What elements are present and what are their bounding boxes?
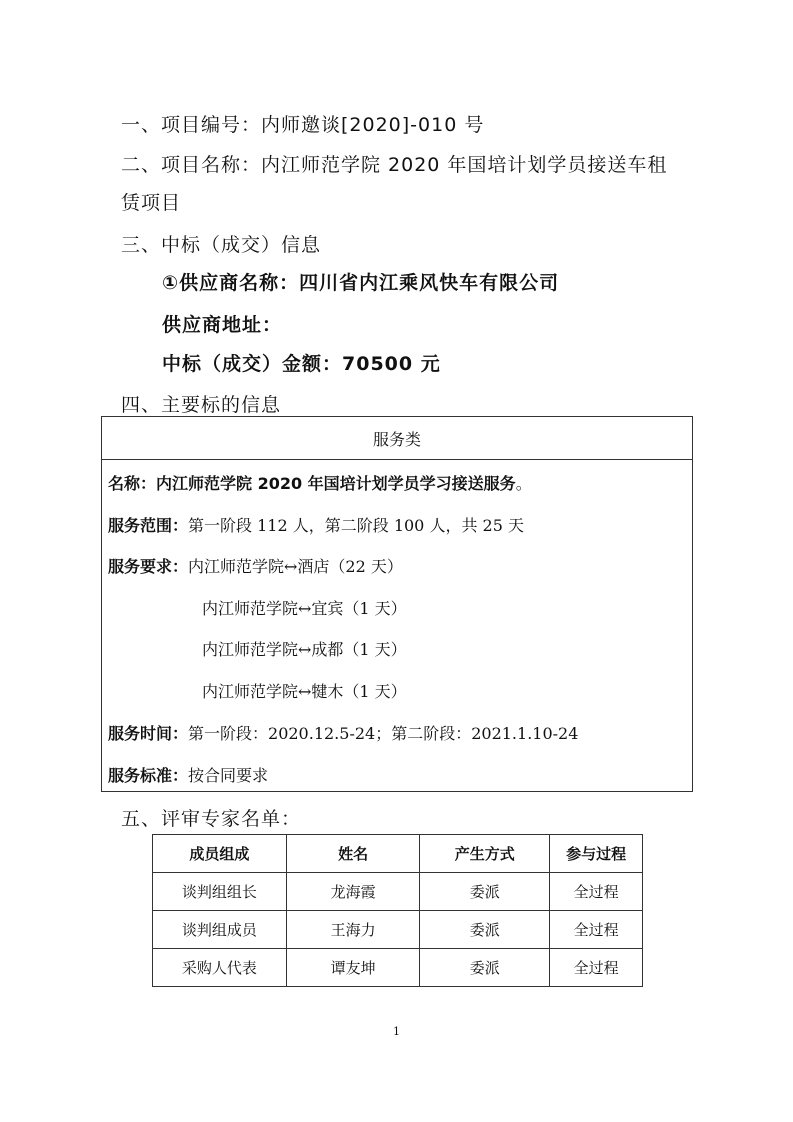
table-cell: 采购人代表 [153, 949, 287, 987]
award-info-heading: 三、中标（成交）信息 [121, 234, 322, 256]
service-standard-row [108, 763, 268, 786]
service-info-box [101, 416, 693, 792]
service-standard-value: 按合同要求 [188, 766, 269, 785]
service-req-label: 服务要求： [108, 557, 189, 576]
service-req-item: 内江师范学院↔酒店（22 天） [188, 557, 403, 576]
col-header: 姓名 [286, 835, 420, 873]
service-scope-value: 第一阶段 112 人，第二阶段 100 人，共 25 天 [188, 516, 524, 535]
service-req-item: 内江师范学院↔宜宾（1 天） [202, 599, 407, 618]
table-cell: 谈判组成员 [153, 911, 287, 949]
table-cell: 委派 [420, 873, 550, 911]
table-row [153, 873, 643, 911]
service-scope-label: 服务范围： [108, 516, 189, 535]
page-number: 1 [393, 1025, 400, 1038]
supplier-name: ①供应商名称：四川省内江乘风快车有限公司 [162, 272, 560, 294]
service-name-end: 。 [515, 474, 532, 493]
table-cell: 谭友坤 [286, 949, 420, 987]
service-scope-row [108, 513, 524, 536]
table-cell: 谈判组组长 [153, 873, 287, 911]
experts-heading: 五、评审专家名单： [121, 808, 302, 830]
service-standard-label: 服务标准： [108, 766, 189, 785]
service-time-row [108, 721, 578, 744]
service-req-row [108, 554, 403, 577]
col-header: 参与过程 [550, 835, 643, 873]
service-name: 名称：内江师范学院 2020 年国培计划学员学习接送服务 [108, 474, 516, 493]
experts-table [152, 834, 643, 987]
project-number: 一、项目编号：内师邀谈[2020]-010 号 [121, 114, 485, 136]
table-cell: 王海力 [286, 911, 420, 949]
table-header-row [153, 835, 643, 873]
table-row [153, 949, 643, 987]
service-name-row [108, 471, 532, 494]
project-name-cont: 赁项目 [121, 192, 182, 214]
table-cell: 全过程 [550, 873, 643, 911]
table-cell: 全过程 [550, 911, 643, 949]
table-cell: 龙海霞 [286, 873, 420, 911]
main-subject-heading: 四、主要标的信息 [121, 394, 282, 416]
table-cell: 全过程 [550, 949, 643, 987]
award-amount: 中标（成交）金额：70500 元 [162, 353, 441, 375]
service-header: 服务类 [102, 417, 692, 460]
supplier-address: 供应商地址： [162, 314, 283, 336]
service-req-item: 内江师范学院↔犍木（1 天） [202, 682, 407, 701]
service-time-value: 第一阶段：2020.12.5-24；第二阶段：2021.1.10-24 [188, 724, 579, 743]
service-req-item: 内江师范学院↔成都（1 天） [202, 640, 407, 659]
table-row [153, 911, 643, 949]
table-cell: 委派 [420, 911, 550, 949]
table-cell: 委派 [420, 949, 550, 987]
project-name: 二、项目名称：内江师范学院 2020 年国培计划学员接送车租 [121, 154, 668, 176]
col-header: 成员组成 [153, 835, 287, 873]
service-time-label: 服务时间： [108, 724, 189, 743]
col-header: 产生方式 [420, 835, 550, 873]
